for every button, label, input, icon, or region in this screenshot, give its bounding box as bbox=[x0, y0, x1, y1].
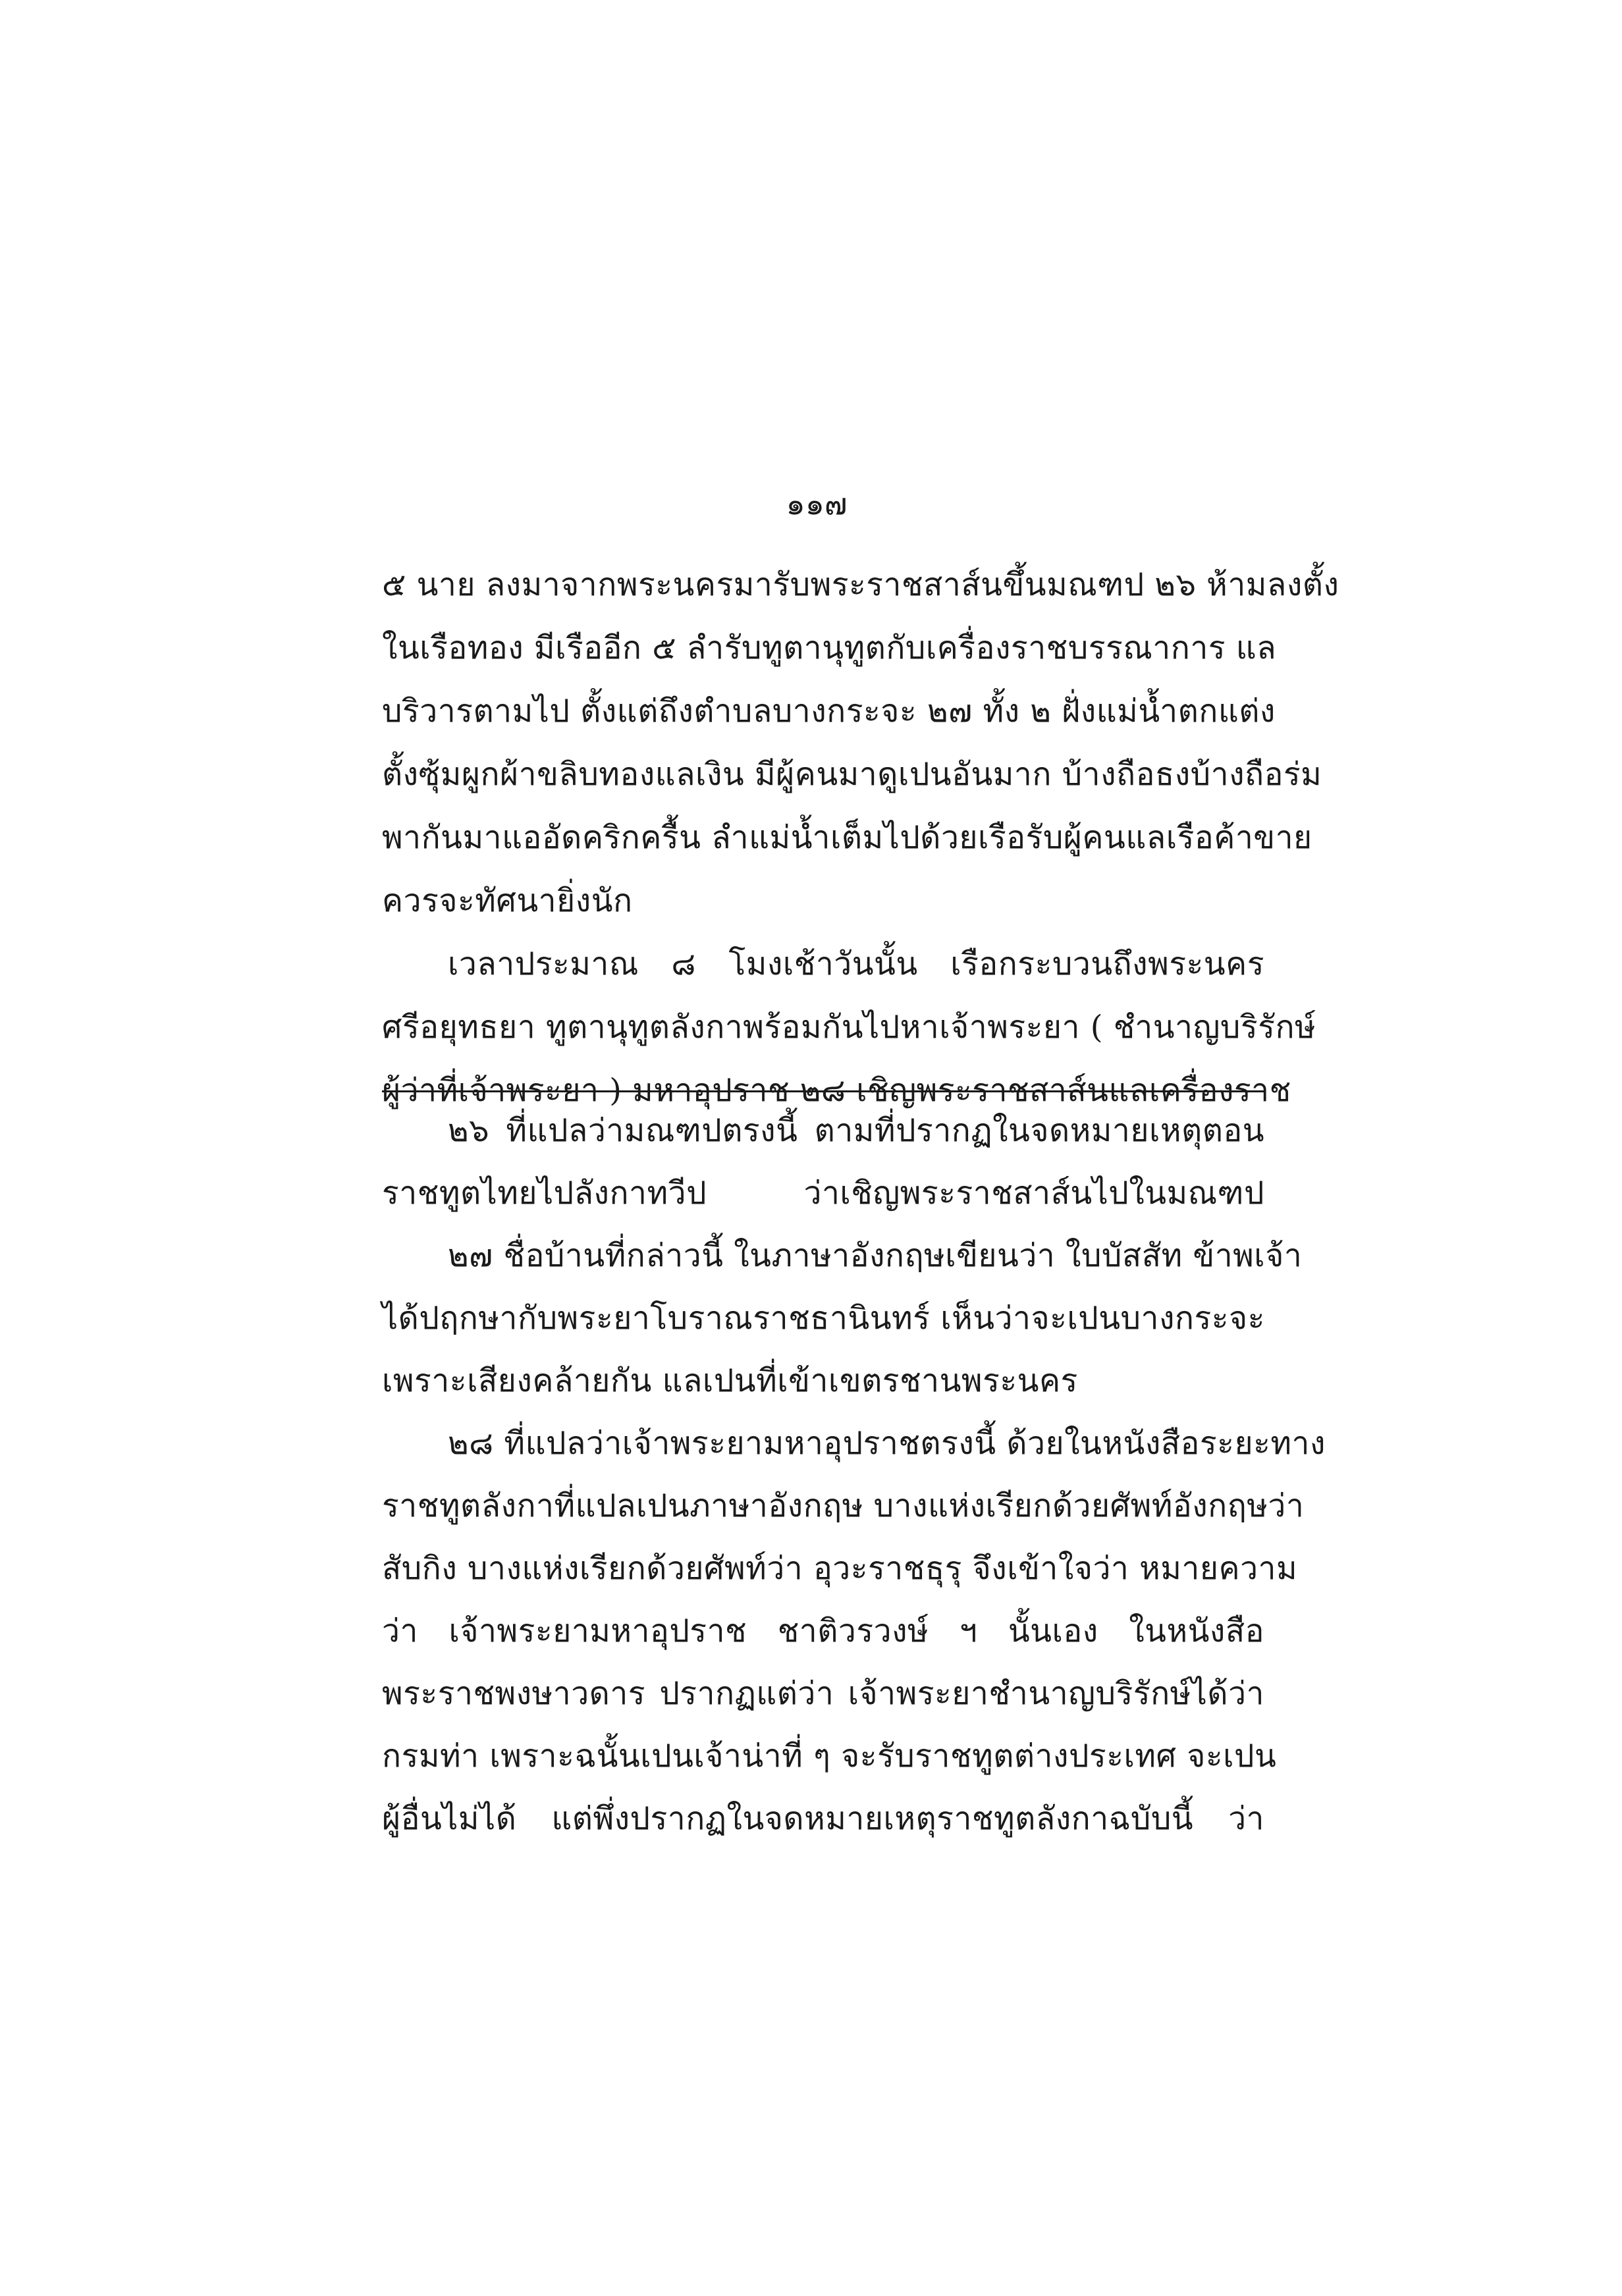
footnotes-block bbox=[382, 1100, 1326, 1850]
main-text-line: ผู้ว่าที่เจ้าพระยา ) มหาอุปราช ๒๘ เชิญพระราชสาส์นแลเครื่องราช bbox=[382, 1072, 1291, 1109]
footnote-line: ได้ปฤกษากับพระยาโบราณราชธานินทร์ เห็นว่าจะเปนบางกระจะ bbox=[382, 1300, 1265, 1337]
footnote-line: กรมท่า เพราะฉนั้นเปนเจ้าน่าที่ ๆ จะรับราชทูตต่างประเทศ จะเปน bbox=[382, 1738, 1277, 1775]
page-number: ๑๑๗ bbox=[786, 486, 848, 521]
footnote-line: ราชทูตลังกาที่แปลเปนภาษาอังกฤษ บางแห่งเรียกด้วยศัพท์อังกฤษว่า bbox=[382, 1487, 1305, 1524]
footnote-line: ๒๗ ชื่อบ้านที่กล่าวนี้ ในภาษาอังกฤษเขียนว่า ใบบัสสัท ข้าพเจ้า bbox=[448, 1237, 1303, 1274]
footnote-line: ๒๘ ที่แปลว่าเจ้าพระยามหาอุปราชตรงนี้ ด้วยในหนังสือระยะทาง bbox=[448, 1425, 1326, 1462]
footnote-line: ผู้อื่นไม่ได้ แต่พึ่งปรากฏในจดหมายเหตุราชทูตลังกาฉบับนี้ ว่า bbox=[382, 1800, 1264, 1837]
main-text-line: เวลาประมาณ ๘ โมงเช้าวันนั้น เรือกระบวนถึงพระนคร bbox=[448, 946, 1264, 982]
main-text-line: ศรีอยุทธยา ทูตานุทูตลังกาพร้อมกันไปหาเจ้าพระยา ( ชำนาญบริรักษ์ bbox=[382, 1009, 1316, 1046]
main-text-block bbox=[382, 553, 1339, 1122]
main-text-line: พากันมาแออัดคริกครื้น ลำแม่น้ำเต็มไปด้วยเรือรับผู้คนแลเรือค้าขาย bbox=[382, 819, 1312, 856]
footnote-separator bbox=[382, 1090, 1264, 1092]
footnote-line: ว่า เจ้าพระยามหาอุปราช ชาติวรวงษ์ ฯ นั้นเอง ในหนังสือ bbox=[382, 1613, 1264, 1649]
footnote-line: ๒๖ ที่แปลว่ามณฑปตรงนี้ ตามที่ปรากฏในจดหมายเหตุตอน bbox=[448, 1112, 1264, 1149]
main-text-line: ควรจะทัศนายิ่งนัก bbox=[382, 882, 633, 919]
main-text-line: ในเรือทอง มีเรืออีก ๕ ลำรับทูตานุทูตกับเครื่องราชบรรณาการ แล bbox=[382, 629, 1277, 666]
footnote-line: ราชทูตไทยไปลังกาทวีป ว่าเชิญพระราชสาส์นไปในมณฑป bbox=[382, 1175, 1264, 1212]
footnote-line: สับกิง บางแห่งเรียกด้วยศัพท์ว่า อุวะราชธุรุ จึงเข้าใจว่า หมายความ bbox=[382, 1550, 1298, 1587]
main-text-line: ตั้งซุ้มผูกผ้าขลิบทองแลเงิน มีผู้คนมาดูเปนอันมาก บ้างถือธงบ้างถือร่ม bbox=[382, 756, 1322, 793]
main-text-line: ๕ นาย ลงมาจากพระนครมารับพระราชสาส์นขึ้นมณฑป ๒๖ ห้ามลงตั้ง bbox=[382, 566, 1339, 603]
footnote-line: พระราชพงษาวดาร ปรากฏแต่ว่า เจ้าพระยาชำนาญบริรักษ์ได้ว่า bbox=[382, 1675, 1264, 1712]
main-text-line: บริวารตามไป ตั้งแต่ถึงตำบลบางกระจะ ๒๗ ทั้ง ๒ ฝั่งแม่น้ำตกแต่ง bbox=[382, 693, 1276, 730]
footnote-line: เพราะเสียงคล้ายกัน แลเปนที่เข้าเขตรชานพระนคร bbox=[382, 1362, 1078, 1399]
